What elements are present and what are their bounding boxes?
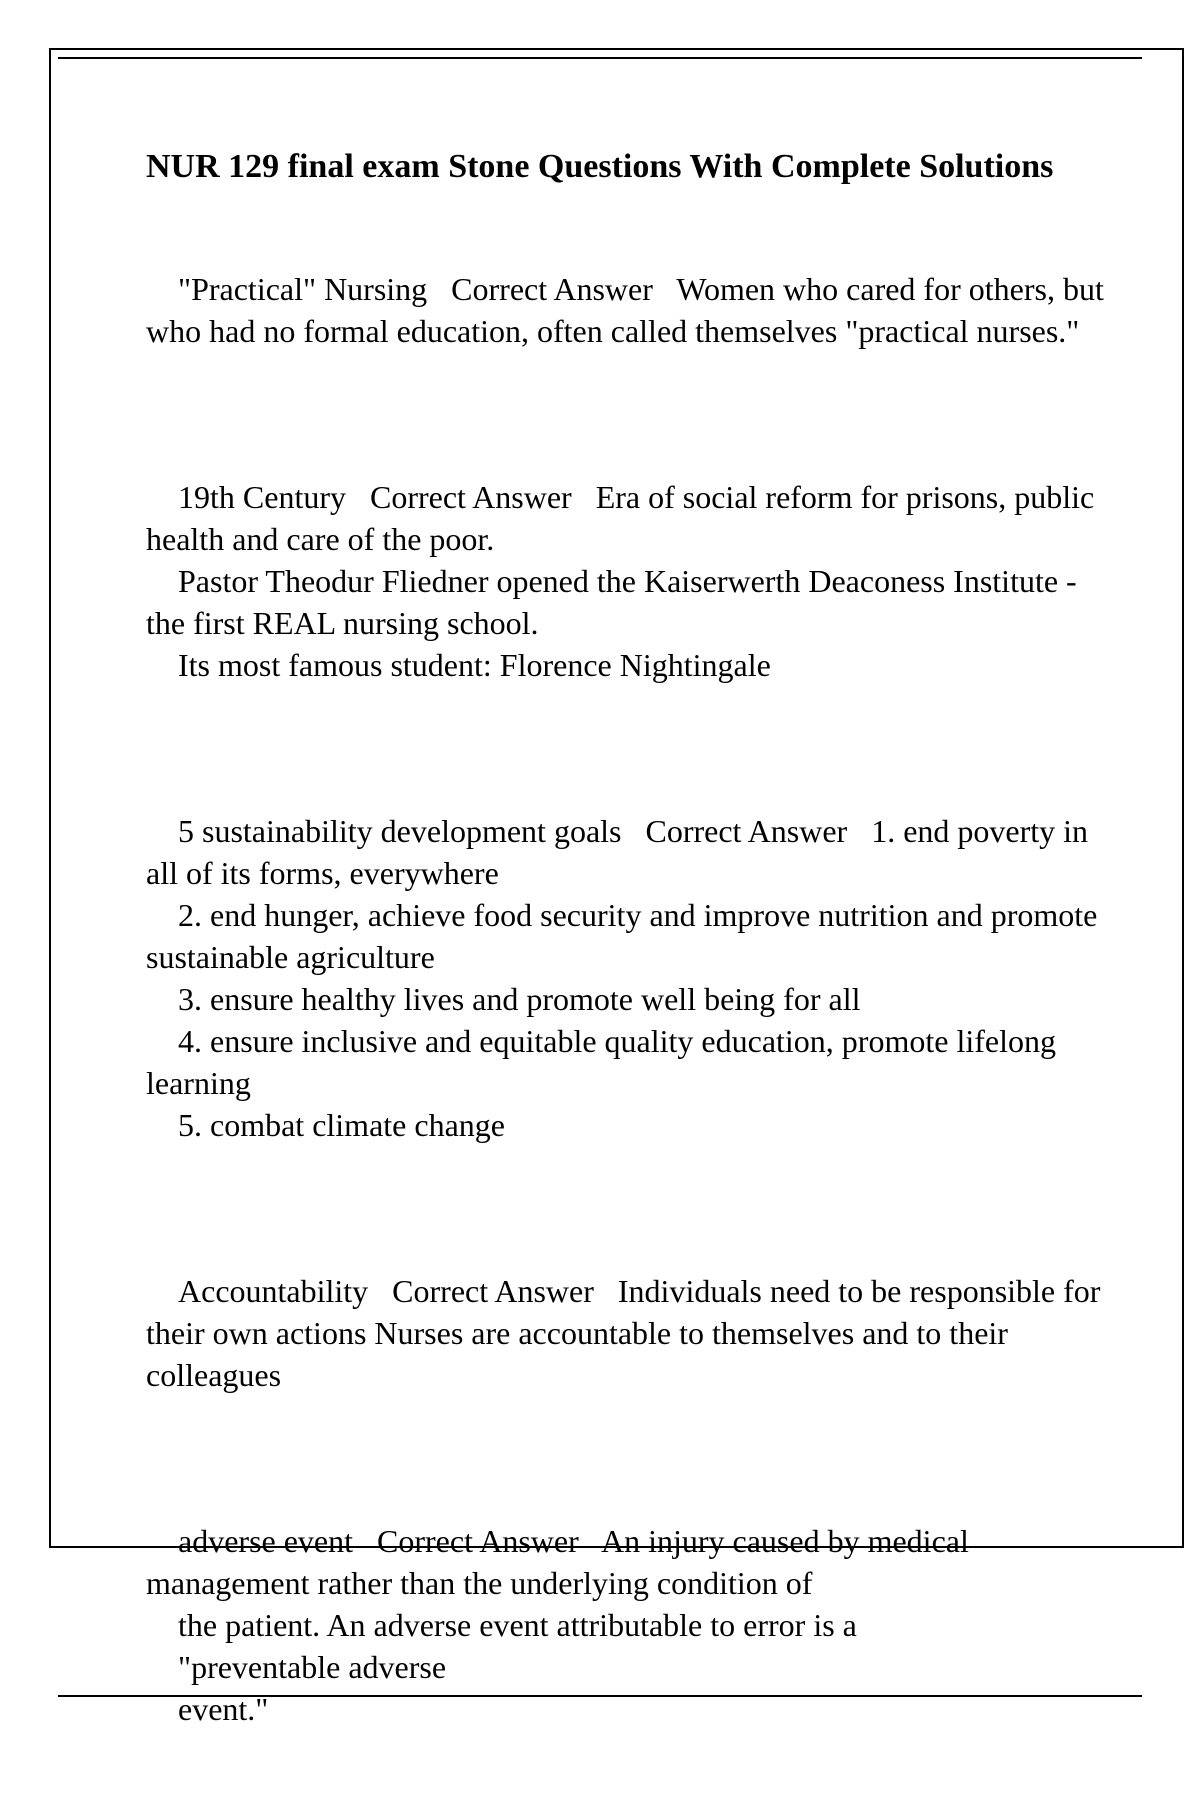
entry-answer: Women who cared for others, but who had no formal education, often called themselves "practical nurses." [146, 271, 1112, 349]
entry-answer-line: Its most famous student: Florence Nightingale [178, 647, 771, 683]
entry-term: adverse event [178, 1523, 354, 1559]
entry-answer-line: 5. combat climate change [178, 1107, 505, 1143]
correct-answer-label: Correct Answer [353, 1523, 601, 1559]
entry-term: Accountability [178, 1273, 369, 1309]
bottom-divider [58, 1695, 1142, 1697]
correct-answer-label: Correct Answer [427, 271, 677, 307]
entry-answer-line: Pastor Theodur Fliedner opened the Kaiserwerth Deaconess Institute - the first REAL nursing school. [146, 563, 1085, 641]
entry-answer-line: 2. end hunger, achieve food security and improve nutrition and promote sustainable agriculture [146, 897, 1106, 975]
qa-entry [146, 768, 1106, 1188]
qa-entry [146, 1228, 1109, 1438]
entry-answer-line: "preventable adverse [178, 1649, 447, 1685]
entry-term: 5 sustainability development goals [178, 813, 622, 849]
entry-answer-line: 4. ensure inclusive and equitable quality education, promote lifelong learning [146, 1023, 1064, 1101]
entry-answer: Era of social reform for prisons, public health and care of the poor. [146, 479, 1103, 557]
entry-answer: 1. end poverty in all of its forms, everywhere [146, 813, 1097, 891]
correct-answer-label: Correct Answer [368, 1273, 618, 1309]
qa-entry [146, 226, 1112, 394]
entry-answer: An injury caused by medical management rather than the underlying condition of [146, 1523, 977, 1601]
correct-answer-label: Correct Answer [621, 813, 872, 849]
entry-answer-line: 3. ensure healthy lives and promote well being for all [178, 981, 861, 1017]
entry-answer: Individuals need to be responsible for their own actions Nurses are accountable to themselves and to their colleagues [146, 1273, 1109, 1393]
qa-entry [146, 434, 1106, 728]
entry-term: 19th Century [178, 479, 346, 515]
document-content [146, 146, 1112, 1812]
qa-entry [146, 1478, 1106, 1772]
entry-answer-line: the patient. An adverse event attributable to error is a [178, 1607, 857, 1643]
entry-term: "Practical" Nursing [178, 271, 428, 307]
document-title: NUR 129 final exam Stone Questions With Complete Solutions [146, 148, 1054, 185]
correct-answer-label: Correct Answer [345, 479, 596, 515]
entry-answer-line: event." [178, 1691, 269, 1727]
top-divider [58, 57, 1142, 59]
